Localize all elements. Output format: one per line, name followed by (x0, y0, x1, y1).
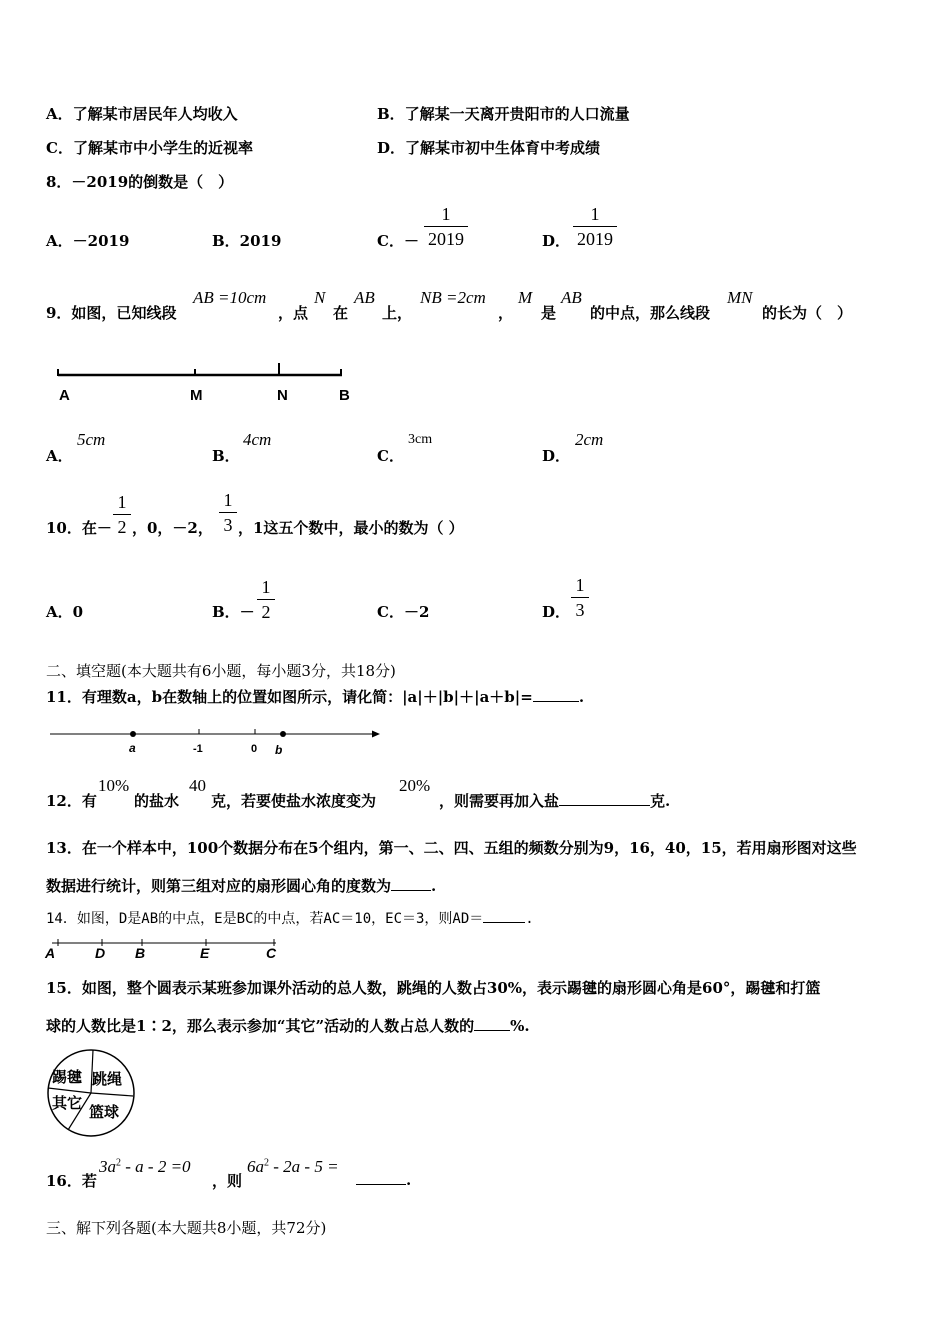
q10-text-1: 10．在－ (46, 519, 112, 537)
q16-math-expression (247, 1157, 339, 1177)
q9-text-6: 是 (541, 304, 557, 322)
q7-option-c: C．了解某市中小学生的近视率 (46, 139, 253, 157)
label-m: M (190, 387, 203, 404)
q12-stem-end: ，则需要再加入盐 (439, 792, 560, 810)
q12-text-1: 12．有 (46, 792, 97, 810)
q7-option-d: D．了解某市初中生体育中考成绩 (377, 139, 601, 157)
q14-text (46, 908, 534, 928)
pie-label-tiaosheng: 跳绳 (92, 1071, 123, 1088)
label-b: B (135, 945, 146, 961)
q11-text (46, 686, 584, 707)
fraction-numerator: 1 (117, 492, 127, 512)
fraction-numerator: 1 (441, 204, 451, 224)
q15-line-1: 15．如图，整个圆表示某班参加课外活动的总人数，跳绳的人数占30%，表示踢毽的扇形圆心角是60°，踢毽和打篮 (46, 979, 821, 997)
q16-text-1: 16．若 (46, 1172, 97, 1190)
label-a: A (59, 387, 70, 404)
q12-math-grams: 40 (189, 776, 206, 795)
q9-segment-figure (50, 358, 360, 408)
q8-option-a: A．－2019 (46, 232, 130, 250)
q8-option-d-label: D． (542, 232, 571, 250)
label-a: a (129, 741, 136, 755)
q16-end: . (406, 1171, 412, 1189)
fraction-denominator: 2 (117, 517, 127, 537)
q16-math-6a: 6a (247, 1157, 264, 1176)
pie-label-other: 其它 (52, 1095, 83, 1112)
q16-answer-blank (356, 1170, 406, 1185)
q10-option-b: B．－ (212, 603, 255, 621)
q8-stem: 8．－2019的倒数是（ ） (46, 173, 234, 191)
q15-answer-blank (474, 1016, 510, 1031)
q9-option-a: A． (46, 447, 73, 465)
fraction-denominator: 3 (223, 515, 233, 535)
section-2-heading: 二、填空题(本大题共有6小题，每小题3分，共18分) (46, 662, 396, 680)
q15-end: %. (510, 1017, 530, 1035)
q13-stem-end: 数据进行统计，则第三组对应的扇形圆心角的度数为 (46, 877, 392, 895)
pie-label-jianzi: 踢毽 (52, 1069, 83, 1086)
q16-math-3a: 3a (99, 1157, 116, 1176)
q10-option-b-fraction (257, 577, 275, 622)
q9-math-n: N (314, 288, 326, 307)
q9-option-b-value: 4cm (243, 430, 272, 449)
q14-stem: 14．如图，D是AB的中点，E是BC的中点，若AC＝10，EC＝3，则AD＝ (46, 911, 484, 927)
fraction-bar (219, 512, 237, 513)
label-a: A (45, 945, 56, 961)
q9-math-ab-2: AB (561, 288, 582, 307)
q12-text-2: 的盐水 (134, 792, 180, 810)
q15-pie-chart (46, 1048, 138, 1140)
fraction-denominator: 2019 (577, 229, 613, 249)
q9-math-m: M (518, 288, 533, 307)
q12-end: 克. (650, 792, 671, 810)
label-zero: 0 (251, 743, 258, 755)
point-b (280, 731, 286, 737)
q9-math-ab-length: AB =10cm (193, 288, 267, 307)
q15-line-2 (46, 1015, 530, 1036)
q9-option-c: C． (377, 447, 404, 465)
q13-line-1: 13．在一个样本中，100个数据分布在5个组内，第一、二、四、五组的频数分别为9，16，40，15，若用扇形图对这些 (46, 839, 857, 857)
q16-math-rest: - a - 2 =0 (121, 1157, 191, 1176)
fraction-numerator: 1 (575, 575, 585, 595)
fraction-bar (113, 514, 131, 515)
q7-option-a: A．了解某市居民年人均收入 (46, 105, 238, 123)
q10-option-c: C．－2 (377, 603, 430, 621)
fraction-bar (257, 599, 275, 600)
fraction-bar (573, 226, 617, 227)
q9-math-mn: MN (727, 288, 753, 307)
q16-text-2: ，则 (212, 1172, 243, 1190)
q10-fraction-third (219, 490, 237, 535)
q9-option-d: D． (542, 447, 571, 465)
q16-math-rest: - 2a - 5 = (269, 1157, 339, 1176)
q8-option-b: B．2019 (212, 232, 282, 250)
section-3-heading: 三、解下列各题(本大题共8小题，共72分) (46, 1219, 327, 1237)
q8-option-c-label: C．－ (377, 232, 419, 250)
q16-math-condition (99, 1157, 191, 1177)
q10-text-3: ，1这五个数中，最小的数为（ ） (238, 519, 464, 537)
q14-answer-blank (483, 908, 525, 923)
q8-option-d-fraction (573, 204, 617, 249)
q9-option-a-value: 5cm (77, 430, 106, 449)
q13-answer-blank (391, 876, 431, 891)
q9-option-c-value: 3cm (408, 432, 433, 447)
q14-end: . (525, 911, 534, 927)
q10-option-a: A．0 (46, 603, 84, 621)
number-line-arrow (372, 731, 380, 738)
q11-end: . (578, 688, 585, 706)
fraction-numerator: 1 (590, 204, 600, 224)
point-a (130, 731, 136, 737)
q12-text-3: 克，若要使盐水浓度变为 (211, 792, 377, 810)
q11-answer-blank (533, 687, 579, 702)
label-d: D (95, 945, 106, 961)
q12-answer-blank (559, 791, 650, 806)
q16-math-sup: 2 (264, 1157, 269, 1169)
q10-option-d-fraction (571, 575, 589, 620)
q14-segment-figure (44, 936, 284, 962)
fraction-denominator: 2 (261, 602, 271, 622)
fraction-bar (424, 226, 468, 227)
q11-stem: 11．有理数a，b在数轴上的位置如图所示，请化简：|a|＋|b|＋|a＋b|= (46, 688, 533, 706)
q11-number-line (48, 722, 388, 758)
q15-stem-end: 球的人数比是1∶2，那么表示参加“其它”活动的人数占总人数的 (46, 1017, 475, 1035)
fraction-denominator: 2019 (428, 229, 464, 249)
label-n: N (277, 387, 288, 404)
q9-text-3: 在 (333, 304, 349, 322)
q13-end: . (431, 877, 437, 895)
label-c: C (266, 945, 277, 961)
fraction-numerator: 1 (223, 490, 233, 510)
label-minus-one: -1 (193, 743, 203, 755)
q10-text-2: ，0，－2， (132, 519, 213, 537)
q16-math-sup: 2 (116, 1157, 121, 1169)
q9-math-nb-length: NB =2cm (420, 288, 486, 307)
q9-option-b: B． (212, 447, 240, 465)
pie-label-basketball: 篮球 (89, 1104, 120, 1121)
q9-text-5: ， (498, 304, 514, 322)
label-b: B (339, 387, 350, 404)
q12-text-4 (439, 790, 670, 811)
q9-text-2: ，点 (278, 304, 309, 322)
label-b: b (275, 743, 283, 757)
q9-text-7: 的中点，那么线段 (590, 304, 711, 322)
q10-fraction-half (113, 492, 131, 537)
q9-text-4: 上， (382, 304, 413, 322)
q9-math-ab: AB (354, 288, 375, 307)
q9-text-1: 9．如图，已知线段 (46, 304, 177, 322)
q9-text-8: 的长为（ ） (762, 304, 853, 322)
q7-option-b: B．了解某一天离开贵阳市的人口流量 (377, 105, 630, 123)
q12-math-percent: 10% (98, 776, 130, 795)
fraction-bar (571, 597, 589, 598)
q10-option-d: D． (542, 603, 571, 621)
q8-option-c-fraction (424, 204, 468, 249)
q12-math-target-percent: 20% (399, 776, 431, 795)
q16-answer (356, 1170, 411, 1189)
fraction-denominator: 3 (575, 600, 585, 620)
label-e: E (200, 945, 210, 961)
q9-option-d-value: 2cm (575, 430, 604, 449)
fraction-numerator: 1 (261, 577, 271, 597)
q13-line-2 (46, 875, 436, 896)
